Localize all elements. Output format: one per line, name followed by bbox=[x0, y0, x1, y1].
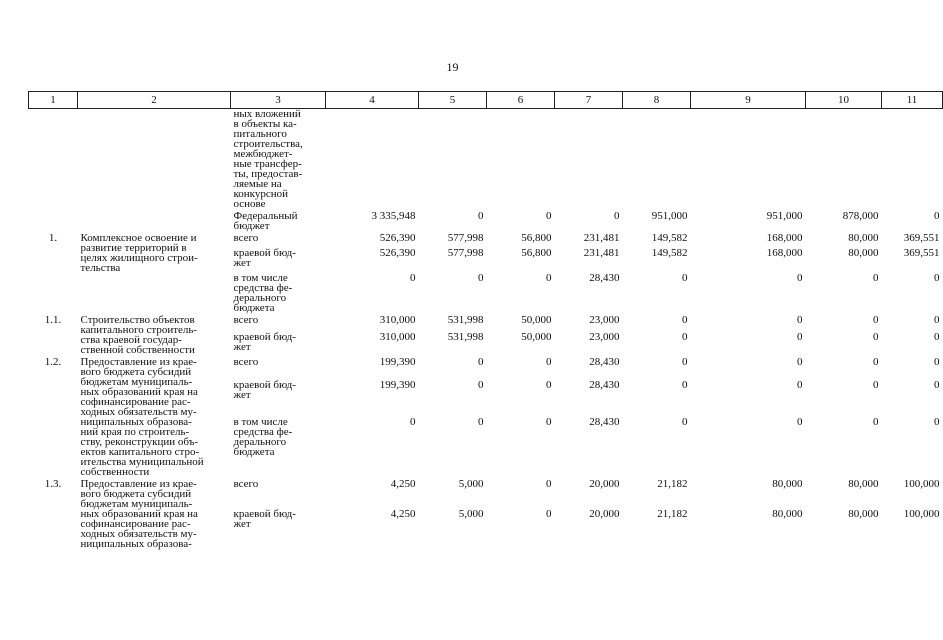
funding-source-line: всего bbox=[233, 314, 259, 326]
table-row bbox=[29, 315, 943, 332]
funding-source-cell bbox=[231, 273, 326, 313]
value-cell: 20,000 bbox=[589, 508, 620, 520]
funding-source-line: строительства, bbox=[233, 138, 303, 150]
value-cell: 0 bbox=[546, 272, 552, 284]
funding-source-cell bbox=[231, 211, 326, 231]
value-cell: 0 bbox=[546, 378, 552, 391]
spacer-cell bbox=[419, 549, 487, 551]
funding-source-line: всего bbox=[233, 478, 259, 490]
spacer-cell bbox=[231, 549, 326, 551]
value-cell: 0 bbox=[934, 356, 940, 368]
funding-source-line: бюджета bbox=[233, 446, 275, 458]
value-cell: 0 bbox=[934, 378, 940, 391]
value-cell: 951,000 bbox=[651, 210, 688, 222]
item-name-line: софинансирование рас- bbox=[80, 396, 191, 408]
funding-source-cell bbox=[231, 479, 326, 509]
item-name-line: ний края по строитель- bbox=[80, 426, 190, 438]
column-header-9: 9 bbox=[691, 92, 806, 109]
value-cell bbox=[326, 109, 419, 210]
item-name-line: ству, реконструкции объ- bbox=[80, 436, 199, 448]
value-cell: 0 bbox=[873, 356, 879, 368]
spacer-cell bbox=[326, 549, 419, 551]
item-name-line: бюджетам муниципаль- bbox=[80, 498, 193, 510]
value-cell: 0 bbox=[934, 331, 940, 344]
funding-source-cell bbox=[231, 248, 326, 273]
value-cell: 80,000 bbox=[772, 508, 803, 520]
value-cell: 878,000 bbox=[842, 210, 879, 222]
value-cell bbox=[487, 109, 555, 210]
value-cell: 0 bbox=[478, 356, 484, 368]
funding-source-cell bbox=[231, 109, 326, 210]
item-name-line: софинансирование рас- bbox=[80, 518, 191, 530]
value-cell: 0 bbox=[682, 416, 688, 428]
value-cell: 5,000 bbox=[458, 508, 484, 520]
spacer-cell bbox=[691, 549, 806, 551]
column-header-8: 8 bbox=[623, 92, 691, 109]
item-name-line: ходных обязательств му- bbox=[80, 528, 197, 540]
funding-source-line: дерального bbox=[233, 436, 287, 448]
item-number-cell: 1.3. bbox=[44, 478, 62, 490]
funding-source-line: бюджета bbox=[233, 302, 275, 314]
value-cell: 526,390 bbox=[379, 247, 416, 259]
header-row bbox=[29, 92, 943, 109]
column-header-5: 5 bbox=[419, 92, 487, 109]
funding-source-line: краевой бюд- bbox=[233, 331, 296, 344]
funding-source-line: всего bbox=[233, 356, 259, 368]
value-cell: 0 bbox=[797, 331, 803, 344]
value-cell: 0 bbox=[873, 416, 879, 428]
value-cell: 0 bbox=[410, 416, 416, 428]
value-cell: 21,182 bbox=[657, 478, 688, 490]
value-cell: 80,000 bbox=[848, 247, 879, 259]
funding-source-cell bbox=[231, 315, 326, 332]
funding-source-line: дерального bbox=[233, 292, 287, 304]
funding-source-line: жет bbox=[233, 388, 251, 401]
item-name-line: капитального строитель- bbox=[80, 324, 198, 336]
value-cell: 21,182 bbox=[657, 508, 688, 520]
value-cell: 168,000 bbox=[766, 247, 803, 259]
funding-source-line: краевой бюд- bbox=[233, 508, 296, 520]
funding-source-line: основе bbox=[233, 198, 266, 210]
item-name-line: ных образований края на bbox=[80, 386, 198, 398]
value-cell: 0 bbox=[873, 378, 879, 391]
item-number-cell bbox=[29, 109, 78, 210]
funding-source-line: жет bbox=[233, 518, 251, 530]
value-cell: 0 bbox=[797, 356, 803, 368]
value-cell: 0 bbox=[546, 416, 552, 428]
value-cell: 0 bbox=[682, 272, 688, 284]
value-cell: 28,430 bbox=[589, 272, 620, 284]
value-cell: 0 bbox=[478, 210, 484, 222]
value-cell: 149,582 bbox=[651, 247, 688, 259]
funding-source-line: в том числе bbox=[233, 416, 288, 428]
value-cell: 0 bbox=[546, 356, 552, 368]
item-name-cell bbox=[78, 479, 231, 549]
item-number-cell bbox=[29, 211, 78, 231]
value-cell: 28,430 bbox=[589, 416, 620, 428]
federal-budget-row bbox=[29, 211, 943, 231]
value-cell: 0 bbox=[682, 314, 688, 326]
funding-source-line: всего bbox=[233, 232, 259, 244]
item-name-line: целях жилищного строи- bbox=[80, 252, 198, 264]
item-number-cell: 1. bbox=[48, 232, 58, 244]
value-cell: 0 bbox=[873, 272, 879, 284]
value-cell: 50,000 bbox=[521, 331, 552, 344]
funding-source-line: ты, предостав- bbox=[233, 168, 303, 180]
value-cell: 168,000 bbox=[766, 232, 803, 244]
item-number-cell: 1.1. bbox=[44, 314, 62, 326]
funding-source-line: в объекты ка- bbox=[233, 118, 297, 130]
value-cell: 50,000 bbox=[521, 314, 552, 326]
funding-source-cell bbox=[231, 380, 326, 418]
value-cell: 0 bbox=[797, 314, 803, 326]
item-name-line: бюджетам муниципаль- bbox=[80, 376, 193, 388]
spacer-cell bbox=[29, 549, 78, 551]
funding-source-line: в том числе bbox=[233, 272, 288, 284]
value-cell: 0 bbox=[546, 508, 552, 520]
value-cell: 0 bbox=[546, 210, 552, 222]
funding-source-cell bbox=[231, 417, 326, 477]
value-cell: 80,000 bbox=[772, 478, 803, 490]
item-name-line: ходных обязательств му- bbox=[80, 406, 197, 418]
column-header-3: 3 bbox=[231, 92, 326, 109]
value-cell: 0 bbox=[682, 378, 688, 391]
value-cell: 577,998 bbox=[447, 232, 484, 244]
value-cell: 231,481 bbox=[583, 232, 620, 244]
table-body bbox=[29, 109, 943, 552]
value-cell: 310,000 bbox=[379, 314, 416, 326]
value-cell bbox=[419, 109, 487, 210]
value-cell: 0 bbox=[934, 416, 940, 428]
value-cell: 526,390 bbox=[379, 232, 416, 244]
spacer-cell bbox=[882, 549, 943, 551]
item-name-line: ства краевой государ- bbox=[80, 334, 182, 346]
value-cell: 100,000 bbox=[903, 478, 940, 490]
item-name-line: Предоставление из крае- bbox=[80, 478, 197, 490]
value-cell: 577,998 bbox=[447, 247, 484, 259]
item-name-line: тельства bbox=[80, 262, 121, 274]
funding-source-line: конкурсной bbox=[233, 188, 289, 200]
funding-source-line: ные трансфер- bbox=[233, 158, 302, 170]
value-cell: 0 bbox=[478, 416, 484, 428]
table-row bbox=[29, 357, 943, 380]
value-cell: 80,000 bbox=[848, 478, 879, 490]
funding-source-line: краевой бюд- bbox=[233, 378, 296, 391]
item-name-line: вого бюджета субсидий bbox=[80, 488, 192, 500]
item-name-line: собственности bbox=[80, 466, 150, 478]
value-cell: 4,250 bbox=[390, 478, 416, 490]
item-name-cell bbox=[78, 211, 231, 231]
item-name-line: ительства муниципальной bbox=[80, 456, 204, 468]
value-cell: 149,582 bbox=[651, 232, 688, 244]
funding-source-line: средства фе- bbox=[233, 426, 293, 438]
budget-table bbox=[28, 91, 943, 551]
funding-source-line: жет bbox=[233, 257, 251, 269]
item-name-line: Строительство объектов bbox=[80, 314, 195, 326]
column-header-4: 4 bbox=[326, 92, 419, 109]
funding-source-line: жет bbox=[233, 341, 251, 354]
value-cell: 20,000 bbox=[589, 478, 620, 490]
spacer-cell bbox=[806, 549, 882, 551]
value-cell: 0 bbox=[797, 378, 803, 391]
item-number-cell: 1.2. bbox=[44, 356, 62, 368]
item-name-line: ниципальных образова- bbox=[80, 538, 192, 550]
funding-source-line: средства фе- bbox=[233, 282, 293, 294]
funding-source-cell bbox=[231, 332, 326, 355]
value-cell bbox=[691, 109, 806, 210]
value-cell: 310,000 bbox=[379, 331, 416, 344]
funding-source-line: бюджет bbox=[233, 220, 270, 232]
value-cell: 0 bbox=[478, 272, 484, 284]
item-name-line: Предоставление из крае- bbox=[80, 356, 197, 368]
value-cell bbox=[882, 109, 943, 210]
column-header-2: 2 bbox=[78, 92, 231, 109]
table-row bbox=[29, 233, 943, 248]
value-cell: 28,430 bbox=[589, 356, 620, 368]
value-cell: 100,000 bbox=[903, 508, 940, 520]
funding-source-line: краевой бюд- bbox=[233, 247, 296, 259]
item-name-line: Комплексное освоение и bbox=[80, 232, 197, 244]
value-cell: 0 bbox=[873, 331, 879, 344]
value-cell: 23,000 bbox=[589, 331, 620, 344]
value-cell: 0 bbox=[873, 314, 879, 326]
item-name-line: ных образований края на bbox=[80, 508, 198, 520]
funding-source-line: межбюджет- bbox=[233, 148, 293, 160]
value-cell: 0 bbox=[797, 272, 803, 284]
column-header-10: 10 bbox=[806, 92, 882, 109]
value-cell: 0 bbox=[934, 314, 940, 326]
funding-source-line: Федеральный bbox=[233, 210, 298, 222]
value-cell bbox=[806, 109, 882, 210]
value-cell: 4,250 bbox=[390, 508, 416, 520]
item-name-cell bbox=[78, 357, 231, 477]
value-cell: 56,800 bbox=[521, 232, 552, 244]
value-cell: 199,390 bbox=[379, 356, 416, 368]
value-cell: 0 bbox=[410, 272, 416, 284]
value-cell: 28,430 bbox=[589, 378, 620, 391]
value-cell: 23,000 bbox=[589, 314, 620, 326]
value-cell: 0 bbox=[934, 210, 940, 222]
value-cell: 5,000 bbox=[458, 478, 484, 490]
value-cell: 56,800 bbox=[521, 247, 552, 259]
column-header-1: 1 bbox=[29, 92, 78, 109]
funding-source-line: ных вложений bbox=[233, 108, 301, 120]
item-name-line: ственной собственности bbox=[80, 344, 195, 356]
value-cell: 0 bbox=[934, 272, 940, 284]
funding-source-line: питального bbox=[233, 128, 287, 140]
column-header-7: 7 bbox=[555, 92, 623, 109]
value-cell bbox=[623, 109, 691, 210]
page-number: 19 bbox=[446, 60, 459, 74]
table-header bbox=[29, 92, 943, 109]
column-header-11: 11 bbox=[882, 92, 943, 109]
value-cell: 80,000 bbox=[848, 232, 879, 244]
value-cell: 80,000 bbox=[848, 508, 879, 520]
value-cell: 0 bbox=[614, 210, 620, 222]
value-cell bbox=[555, 109, 623, 210]
funding-source-cell bbox=[231, 233, 326, 248]
spacer-cell bbox=[555, 549, 623, 551]
item-name-line: развитие территорий в bbox=[80, 242, 187, 254]
item-name-cell bbox=[78, 233, 231, 313]
value-cell: 531,998 bbox=[447, 314, 484, 326]
spacer-cell bbox=[623, 549, 691, 551]
carryover-row bbox=[29, 109, 943, 210]
value-cell: 951,000 bbox=[766, 210, 803, 222]
funding-source-line: ляемые на bbox=[233, 178, 282, 190]
value-cell: 0 bbox=[546, 478, 552, 490]
funding-source-cell bbox=[231, 509, 326, 549]
value-cell: 231,481 bbox=[583, 247, 620, 259]
item-name-line: ниципальных образова- bbox=[80, 416, 192, 428]
funding-source-cell bbox=[231, 357, 326, 380]
table-row bbox=[29, 479, 943, 509]
value-cell: 0 bbox=[797, 416, 803, 428]
value-cell: 369,551 bbox=[903, 232, 940, 244]
value-cell: 0 bbox=[478, 378, 484, 391]
column-header-6: 6 bbox=[487, 92, 555, 109]
spacer-cell bbox=[487, 549, 555, 551]
value-cell: 369,551 bbox=[903, 247, 940, 259]
item-name-cell bbox=[78, 109, 231, 210]
item-name-line: вого бюджета субсидий bbox=[80, 366, 192, 378]
value-cell: 531,998 bbox=[447, 331, 484, 344]
item-name-cell bbox=[78, 315, 231, 355]
value-cell: 0 bbox=[682, 331, 688, 344]
item-name-line: ектов капитального стро- bbox=[80, 446, 200, 458]
value-cell: 199,390 bbox=[379, 378, 416, 391]
value-cell: 3 335,948 bbox=[371, 210, 416, 222]
value-cell: 0 bbox=[682, 356, 688, 368]
